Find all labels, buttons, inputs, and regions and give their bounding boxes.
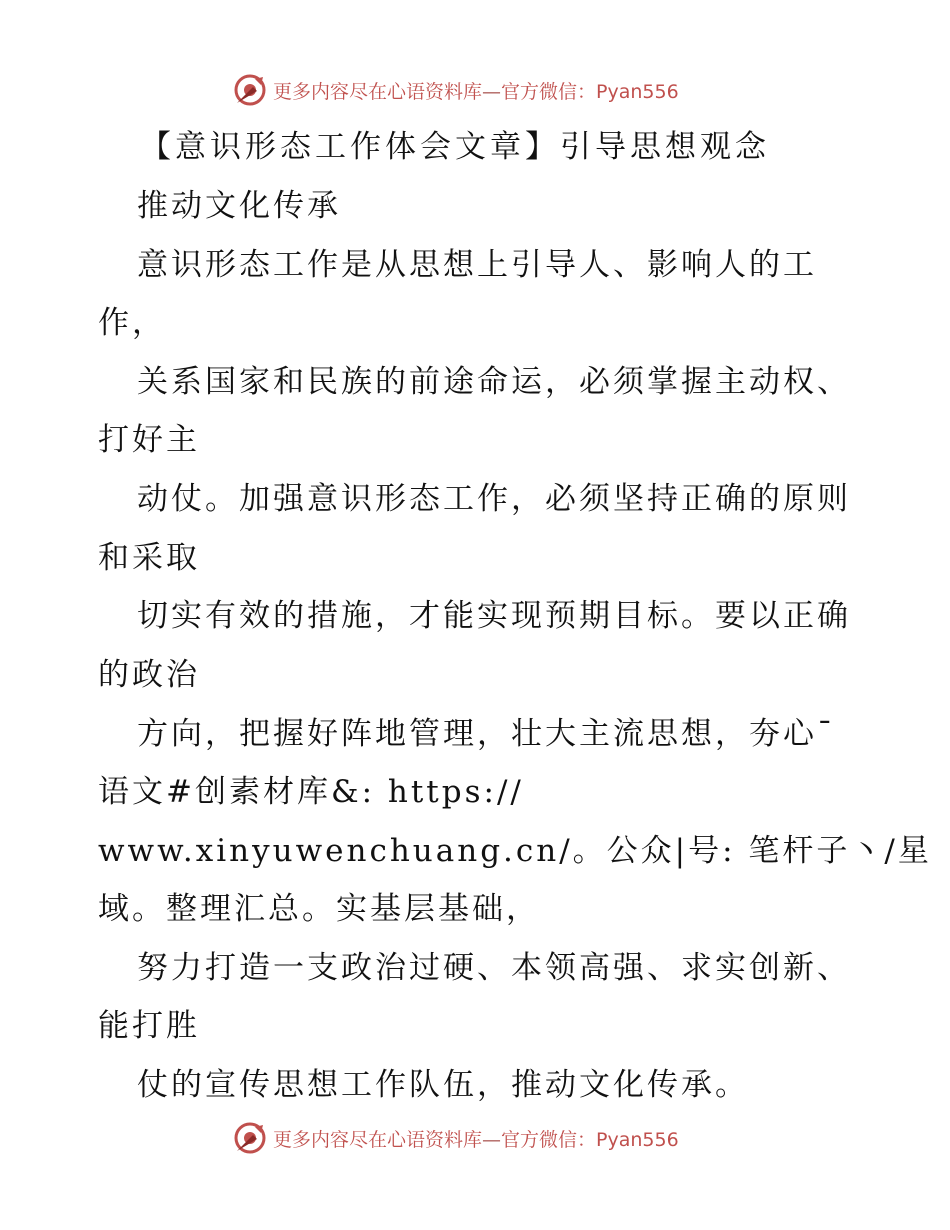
footer-banner-text — [273, 1125, 679, 1152]
paragraph-line: 域。整理汇总。实基层基础， — [98, 891, 540, 927]
paragraph-line: 意识形态工作是从思想上引导人、影响人的工 — [137, 247, 817, 283]
footer-banner-main: 更多内容尽在心语资料库 — [273, 1128, 483, 1151]
document-subtitle: 推动文化传承 — [137, 188, 341, 224]
footer-banner-separator: — — [482, 1128, 502, 1151]
paragraph-line: 能打胜 — [98, 1008, 200, 1044]
paragraph-line: 仗的宣传思想工作队伍，推动文化传承。 — [137, 1067, 749, 1103]
paragraph-line: 语文#创素材库&: https:// — [98, 774, 524, 810]
paragraph-line: 打好主 — [98, 422, 200, 458]
header-banner-main: 更多内容尽在心语资料库 — [273, 80, 483, 103]
paragraph-line: 动仗。加强意识形态工作，必须坚持正确的原则 — [137, 481, 851, 517]
paragraph-line: 切实有效的措施，才能实现预期目标。要以正确 — [137, 598, 851, 634]
paragraph-line: 作， — [98, 305, 166, 341]
footer-banner — [233, 1118, 679, 1158]
paragraph-line: 努力打造一支政治过硬、本领高强、求实创新、 — [137, 950, 851, 986]
footer-banner-suffix: 官方微信：Pyan556 — [501, 1128, 679, 1151]
paragraph-line: 的政治 — [98, 657, 200, 693]
pen-logo-icon — [233, 1121, 267, 1155]
header-banner-suffix: 官方微信：Pyan556 — [501, 80, 679, 103]
header-banner-separator: — — [482, 80, 502, 103]
paragraph-line: www.xinyuwenchuang.cn/。公众|号: 笔杆子丶/星 — [98, 833, 932, 869]
paragraph-line: 方向，把握好阵地管理，壮大主流思想，夯心¯ — [137, 716, 836, 752]
paragraph-line: 关系国家和民族的前途命运，必须掌握主动权、 — [137, 364, 851, 400]
paragraph-line: 和采取 — [98, 540, 200, 576]
document-title: 【意识形态工作体会文章】引导思想观念 — [140, 129, 770, 165]
